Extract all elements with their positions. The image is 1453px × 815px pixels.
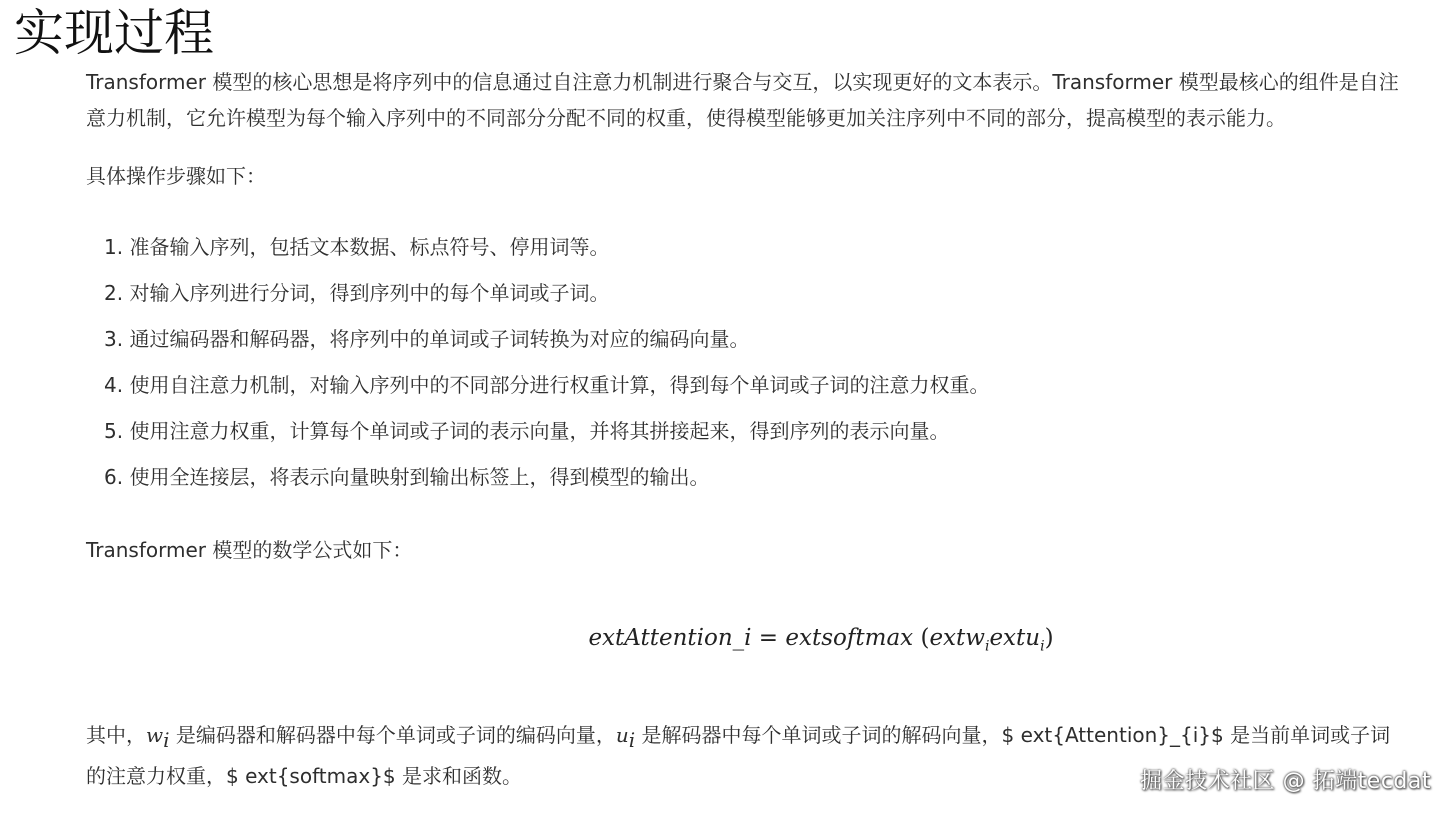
step-number: 3. [104, 327, 130, 351]
formula-intro: Transformer 模型的数学公式如下： [86, 538, 413, 562]
step-text: 通过编码器和解码器，将序列中的单词或子词转换为对应的编码向量。 [129, 327, 750, 351]
step-text: 使用全连接层，将表示向量映射到输出标签上，得到模型的输出。 [129, 465, 710, 489]
explanation-prefix: 其中， [86, 722, 146, 747]
u-description: 是解码器中每个单词或子词的解码向量，$ ext{Attention}_{i}$ 是当前单词或子词的注意力权重，$ ext{softmax}$ 是求和函数。 [86, 722, 1391, 788]
list-item [86, 224, 1406, 270]
steps-list [86, 224, 1406, 500]
formula-open-paren: ( [913, 625, 930, 651]
intro-paragraph: Transformer 模型的核心思想是将序列中的信息通过自注意力机制进行聚合与交互，以实现更好的文本表示。Transformer 模型最核心的组件是自注意力机制，它允许模型为每个输入序列中的不同部分分配不同的权重，使得模型能够更加关注序列中不同的部分，提高模型的表示能力。 [86, 70, 1399, 130]
formula-function: extsoftmax [785, 625, 914, 651]
u-symbol: u [615, 722, 629, 747]
article-body [86, 64, 1406, 794]
steps-intro: 具体操作步骤如下： [86, 164, 266, 188]
w-symbol: w [146, 722, 164, 747]
formula-arg1: extw [929, 625, 985, 651]
step-text: 对输入序列进行分词，得到序列中的每个单词或子词。 [129, 281, 610, 305]
formula-arg2-subscript: i [1040, 638, 1045, 655]
step-text: 使用注意力权重，计算每个单词或子词的表示向量，并将其拼接起来，得到序列的表示向量。 [129, 419, 950, 443]
step-number: 1. [104, 235, 130, 259]
w-subscript: i [163, 727, 170, 752]
u-subscript: i [628, 727, 636, 752]
step-number: 6. [104, 465, 130, 489]
formula-lhs: extAttention_i [588, 625, 752, 651]
list-item [86, 408, 1406, 454]
formula-arg2: extu [989, 625, 1041, 651]
step-text: 准备输入序列，包括文本数据、标点符号、停用词等。 [129, 235, 610, 259]
formula-close-paren: ) [1044, 625, 1054, 651]
list-item [86, 270, 1406, 316]
watermark: 掘金技术社区 @ 拓端tecdat [1140, 769, 1431, 794]
step-number: 4. [104, 373, 130, 397]
formula-equals: = [751, 625, 786, 651]
list-item [86, 454, 1406, 500]
list-item [86, 316, 1406, 362]
page-title: 实现过程 [14, 4, 214, 62]
step-number: 2. [104, 281, 130, 305]
w-description: 是编码器和解码器中每个单词或子词的编码向量， [169, 722, 616, 747]
attention-formula [86, 618, 1406, 667]
list-item [86, 362, 1406, 408]
step-text: 使用自注意力机制，对输入序列中的不同部分进行权重计算，得到每个单词或子词的注意力权重。 [129, 373, 990, 397]
step-number: 5. [104, 419, 130, 443]
formula-arg1-subscript: i [984, 638, 990, 655]
